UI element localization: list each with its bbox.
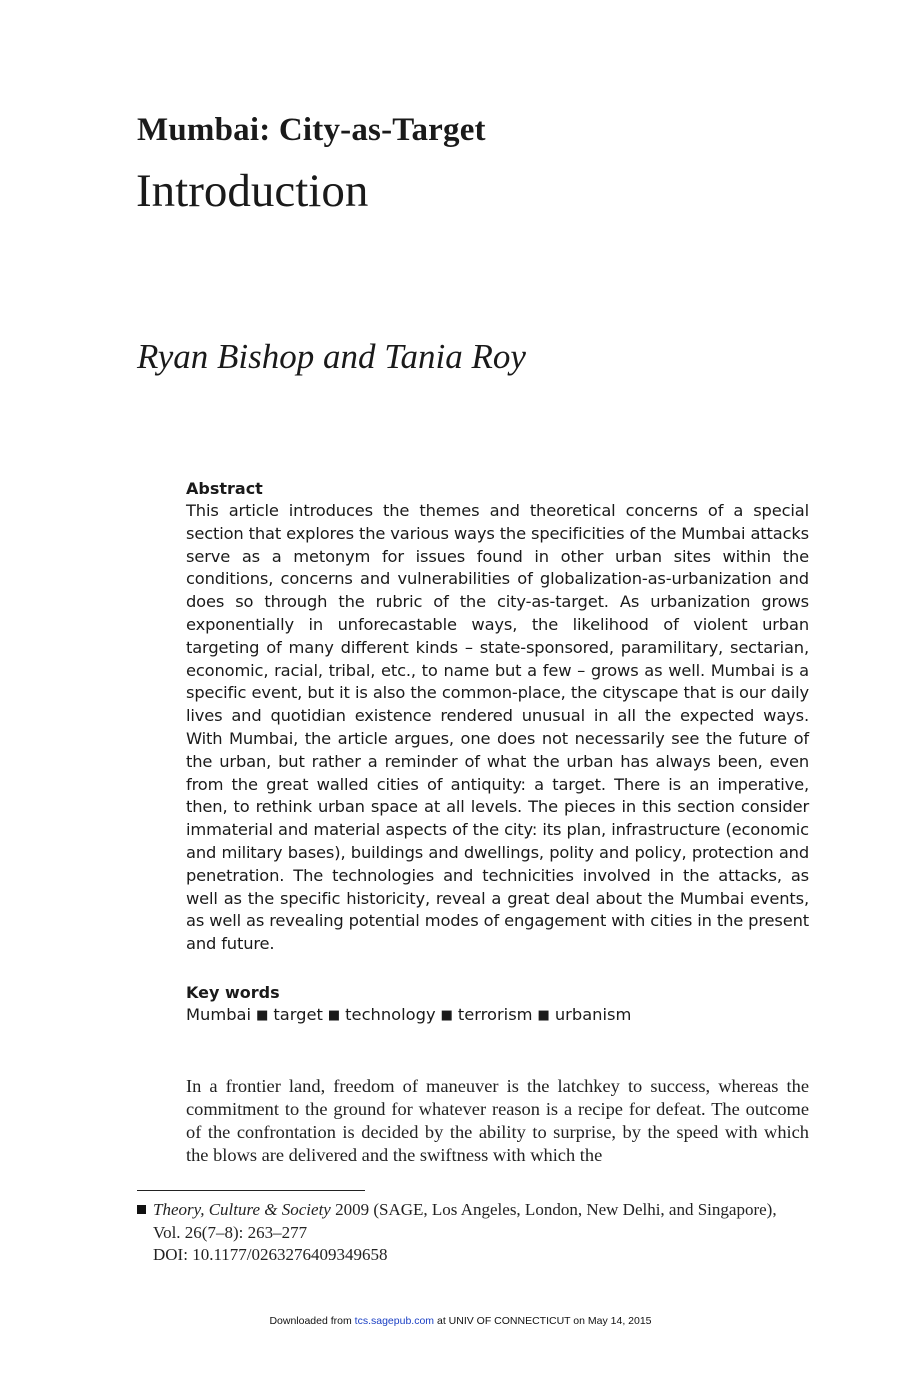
footnote-citation-line [137, 1199, 817, 1222]
keyword: technology [345, 1005, 436, 1024]
keyword-separator-icon: ■ [440, 1008, 453, 1023]
doi: DOI: 10.1177/0263276409349658 [153, 1245, 388, 1264]
download-notice [0, 1314, 921, 1328]
keywords-heading: Key words [186, 983, 280, 1002]
series-title: Mumbai: City-as-Target [137, 112, 486, 148]
publisher-info: 2009 (SAGE, Los Angeles, London, New Delhi, and Singapore), [330, 1200, 777, 1219]
body-opening-paragraph: In a frontier land, freedom of maneuver is the latchkey to success, whereas the commitment to the ground for whatever reason is a recipe for defeat. The outcome of the confrontation is decided by the ability to surprise, by the speed with which the blows are delivered and the swiftness with which the [186, 1076, 809, 1165]
abstract-heading: Abstract [186, 479, 263, 498]
journal-name: Theory, Culture & Society [153, 1200, 331, 1219]
source-link[interactable]: tcs.sagepub.com [354, 1315, 435, 1327]
keyword-separator-icon: ■ [327, 1008, 341, 1023]
keyword-separator-icon: ■ [256, 1008, 269, 1023]
keyword: Mumbai [186, 1005, 252, 1024]
download-suffix: at UNIV OF CONNECTICUT on May 14, 2015 [434, 1315, 652, 1327]
keyword: urbanism [554, 1005, 632, 1024]
authors: Ryan Bishop and Tania Roy [137, 337, 526, 376]
keyword: target [273, 1005, 323, 1024]
publication-footnote [137, 1199, 817, 1267]
article-title: Introduction [136, 165, 369, 217]
abstract-text: This article introduces the themes and theoretical concerns of a special section that explores the various ways the specificities of the Mumbai attacks serve as a metonym for issues found in other urban sites within the conditions, concerns and vulnerabilities of globalization-as-urbanization and does so through the rubric of the city-as-target. As urbanization grows exponentially in unforecastable ways, the likelihood of violent urban targeting of many different kinds – state-sponsored, paramilitary, sectarian, economic, racial, tribal, etc., to name but a few – grows as well. Mumbai is a specific event, but it is also the common-place, the cityscape that is our daily lives and quotidian existence rendered unusual in all the expected ways. With Mumbai, the article argues, one does not necessarily see the future of the urban, but rather a reminder of what the urban has always been, even from the great walled cities of antiquity: a target. There is an imperative, then, to rethink urban space at all levels. The pieces in this section consider immaterial and material aspects of the city: its plan, infrastructure (economic and military bases), buildings and dwellings, polity and policy, protection and penetration. The technologies and technicities involved in the attacks, as well as the specific historicity, reveal a great deal about the Mumbai events, as well as revealing potential modes of engagement with cities in the present and future. [186, 501, 809, 954]
abstract [186, 478, 809, 956]
keywords-list [186, 1004, 809, 1029]
footnote-divider [137, 1190, 365, 1191]
download-prefix: Downloaded from [269, 1315, 355, 1327]
keywords [186, 982, 809, 1029]
keyword-separator-icon: ■ [537, 1008, 550, 1023]
keyword: terrorism [457, 1005, 533, 1024]
square-bullet-icon [137, 1205, 146, 1214]
volume-pages: Vol. 26(7–8): 263–277 [153, 1222, 308, 1242]
